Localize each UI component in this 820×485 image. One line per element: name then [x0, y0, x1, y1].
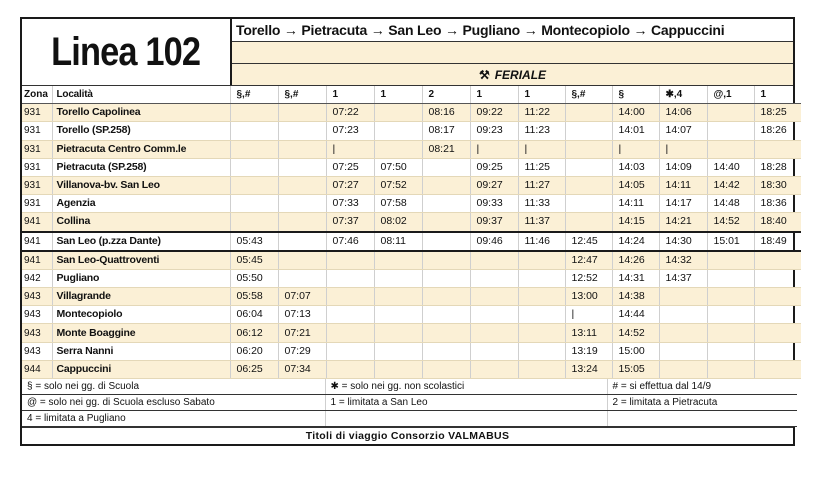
- time-cell: 14:38: [612, 288, 659, 306]
- stop-name: Villanova-bv. San Leo: [52, 176, 230, 194]
- table-row: [22, 324, 801, 342]
- time-cell: 07:37: [326, 213, 374, 232]
- time-cell: [374, 360, 422, 378]
- time-cell: 06:20: [230, 342, 278, 360]
- run-header: 1: [470, 86, 518, 104]
- zona-cell: 931: [22, 122, 52, 140]
- time-cell: 09:23: [470, 122, 518, 140]
- time-cell: [278, 176, 326, 194]
- time-cell: 14:00: [612, 104, 659, 122]
- time-cell: 07:46: [326, 232, 374, 251]
- time-cell: 18:25: [754, 104, 801, 122]
- zona-cell: 943: [22, 306, 52, 324]
- time-cell: 11:46: [518, 232, 565, 251]
- time-cell: 13:11: [565, 324, 612, 342]
- time-cell: 11:27: [518, 176, 565, 194]
- time-cell: 09:46: [470, 232, 518, 251]
- stop-name: Villagrande: [52, 288, 230, 306]
- time-cell: [470, 269, 518, 287]
- time-cell: [754, 269, 801, 287]
- time-cell: [518, 288, 565, 306]
- stop-name: Collina: [52, 213, 230, 232]
- time-cell: [565, 176, 612, 194]
- time-cell: [707, 360, 754, 378]
- legend-note: 4 = limitata a Pugliano: [22, 411, 325, 427]
- run-header: §,#: [565, 86, 612, 104]
- legend-note: § = solo nei gg. di Scuola: [22, 379, 325, 395]
- time-cell: [754, 251, 801, 270]
- line-title: Linea 102: [51, 29, 201, 74]
- time-cell: 18:40: [754, 213, 801, 232]
- time-cell: |: [565, 306, 612, 324]
- time-cell: [707, 342, 754, 360]
- time-cell: 18:30: [754, 176, 801, 194]
- time-cell: 12:45: [565, 232, 612, 251]
- time-cell: [754, 324, 801, 342]
- time-cell: |: [518, 140, 565, 158]
- time-cell: [326, 306, 374, 324]
- time-cell: [374, 306, 422, 324]
- time-cell: 15:01: [707, 232, 754, 251]
- time-cell: |: [659, 140, 707, 158]
- time-cell: [518, 342, 565, 360]
- time-cell: [754, 140, 801, 158]
- time-cell: 06:04: [230, 306, 278, 324]
- legend-note: 2 = limitata a Pietracuta: [607, 395, 797, 411]
- time-cell: [707, 140, 754, 158]
- time-cell: 14:37: [659, 269, 707, 287]
- time-cell: [518, 360, 565, 378]
- time-cell: [278, 195, 326, 213]
- run-header: 1: [754, 86, 801, 104]
- service-label: FERIALE: [494, 67, 547, 82]
- time-cell: [470, 324, 518, 342]
- time-cell: [278, 122, 326, 140]
- time-cell: 18:36: [754, 195, 801, 213]
- time-cell: 14:52: [612, 324, 659, 342]
- time-cell: [374, 269, 422, 287]
- time-cell: 07:29: [278, 342, 326, 360]
- run-header: 1: [518, 86, 565, 104]
- title-box: [22, 19, 232, 85]
- time-cell: [707, 104, 754, 122]
- table-row: [22, 140, 801, 158]
- time-cell: [278, 140, 326, 158]
- time-cell: [422, 195, 470, 213]
- legend-note: 1 = limitata a San Leo: [325, 395, 607, 411]
- service-type: [232, 64, 793, 85]
- time-cell: [659, 324, 707, 342]
- time-cell: [374, 122, 422, 140]
- legend-note: @ = solo nei gg. di Scuola escluso Sabato: [22, 395, 325, 411]
- time-cell: 18:28: [754, 158, 801, 176]
- time-cell: 14:21: [659, 213, 707, 232]
- table-row: [22, 288, 801, 306]
- time-cell: [707, 122, 754, 140]
- zona-cell: 931: [22, 158, 52, 176]
- run-header: 1: [374, 86, 422, 104]
- stop-name: Torello (SP.258): [52, 122, 230, 140]
- time-cell: 14:24: [612, 232, 659, 251]
- time-cell: 14:15: [612, 213, 659, 232]
- time-cell: [754, 360, 801, 378]
- time-cell: [754, 342, 801, 360]
- time-cell: [754, 306, 801, 324]
- stop-name: Pugliano: [52, 269, 230, 287]
- time-cell: [326, 324, 374, 342]
- ticket-footer: Titoli di viaggio Consorzio VALMABUS: [22, 427, 793, 444]
- time-cell: 06:25: [230, 360, 278, 378]
- time-cell: [470, 306, 518, 324]
- time-cell: [374, 324, 422, 342]
- table-row: [22, 213, 801, 232]
- time-cell: |: [326, 140, 374, 158]
- time-cell: 14:07: [659, 122, 707, 140]
- legend-note: ✱ = solo nei gg. non scolastici: [325, 379, 607, 395]
- time-cell: [278, 269, 326, 287]
- stop-name: Pietracuta (SP.258): [52, 158, 230, 176]
- time-cell: 11:25: [518, 158, 565, 176]
- time-cell: [422, 232, 470, 251]
- time-cell: 14:44: [612, 306, 659, 324]
- time-cell: 07:33: [326, 195, 374, 213]
- stop-name: Agenzia: [52, 195, 230, 213]
- time-cell: [278, 213, 326, 232]
- time-cell: 14:26: [612, 251, 659, 270]
- time-cell: 14:42: [707, 176, 754, 194]
- time-cell: [374, 140, 422, 158]
- time-cell: [278, 232, 326, 251]
- time-cell: [470, 288, 518, 306]
- time-cell: 09:25: [470, 158, 518, 176]
- time-cell: 07:21: [278, 324, 326, 342]
- run-header: @,1: [707, 86, 754, 104]
- time-cell: [326, 251, 374, 270]
- table-row: [22, 176, 801, 194]
- time-cell: 05:43: [230, 232, 278, 251]
- time-cell: 14:11: [659, 176, 707, 194]
- time-cell: 14:32: [659, 251, 707, 270]
- time-cell: [374, 104, 422, 122]
- time-cell: [422, 342, 470, 360]
- zona-cell: 931: [22, 195, 52, 213]
- table-row: [22, 122, 801, 140]
- run-header: 1: [326, 86, 374, 104]
- legend-row: [22, 395, 797, 411]
- time-cell: [422, 288, 470, 306]
- time-cell: [565, 195, 612, 213]
- legend-note: [325, 411, 607, 427]
- time-cell: [754, 288, 801, 306]
- legend-row: [22, 411, 797, 427]
- time-cell: [659, 360, 707, 378]
- time-cell: 14:01: [612, 122, 659, 140]
- time-cell: 14:30: [659, 232, 707, 251]
- time-cell: 15:00: [612, 342, 659, 360]
- zona-cell: 931: [22, 140, 52, 158]
- legend-note: # = si effettua dal 14/9: [607, 379, 797, 395]
- time-cell: 06:12: [230, 324, 278, 342]
- time-cell: [518, 269, 565, 287]
- time-cell: 14:48: [707, 195, 754, 213]
- stop-name: Cappuccini: [52, 360, 230, 378]
- time-cell: [422, 158, 470, 176]
- run-header: §,#: [278, 86, 326, 104]
- time-cell: [374, 342, 422, 360]
- time-cell: 14:05: [612, 176, 659, 194]
- stop-name: Serra Nanni: [52, 342, 230, 360]
- zona-cell: 941: [22, 232, 52, 251]
- time-cell: 09:27: [470, 176, 518, 194]
- time-cell: [326, 269, 374, 287]
- zona-cell: 943: [22, 324, 52, 342]
- header-row: [22, 86, 801, 104]
- time-cell: [374, 251, 422, 270]
- zona-cell: 943: [22, 288, 52, 306]
- table-row: [22, 251, 801, 270]
- table-row: [22, 104, 801, 122]
- legend-notes: [22, 379, 797, 427]
- time-cell: 08:17: [422, 122, 470, 140]
- time-cell: [470, 251, 518, 270]
- time-cell: [470, 360, 518, 378]
- header-right: [232, 19, 793, 85]
- table-row: [22, 306, 801, 324]
- time-cell: 13:19: [565, 342, 612, 360]
- time-cell: 14:09: [659, 158, 707, 176]
- time-cell: [659, 306, 707, 324]
- time-cell: 14:40: [707, 158, 754, 176]
- time-cell: 11:37: [518, 213, 565, 232]
- time-cell: 08:21: [422, 140, 470, 158]
- table-row: [22, 360, 801, 378]
- table-row: [22, 232, 801, 251]
- time-cell: 07:27: [326, 176, 374, 194]
- time-cell: [422, 324, 470, 342]
- time-cell: [707, 269, 754, 287]
- stop-name: Monte Boaggine: [52, 324, 230, 342]
- stop-name: San Leo (p.zza Dante): [52, 232, 230, 251]
- time-cell: |: [612, 140, 659, 158]
- time-cell: 13:00: [565, 288, 612, 306]
- time-cell: 07:52: [374, 176, 422, 194]
- time-cell: 12:52: [565, 269, 612, 287]
- time-cell: 05:50: [230, 269, 278, 287]
- table-row: [22, 158, 801, 176]
- time-cell: 09:37: [470, 213, 518, 232]
- time-cell: [470, 342, 518, 360]
- time-cell: [565, 140, 612, 158]
- time-cell: 07:13: [278, 306, 326, 324]
- time-cell: 08:16: [422, 104, 470, 122]
- time-cell: 14:52: [707, 213, 754, 232]
- time-cell: 07:22: [326, 104, 374, 122]
- time-cell: 12:47: [565, 251, 612, 270]
- time-cell: [326, 360, 374, 378]
- time-cell: |: [470, 140, 518, 158]
- time-cell: [422, 306, 470, 324]
- table-row: [22, 342, 801, 360]
- time-cell: [422, 360, 470, 378]
- time-cell: [230, 213, 278, 232]
- time-cell: 18:26: [754, 122, 801, 140]
- legend-note: [607, 411, 797, 427]
- time-cell: 07:58: [374, 195, 422, 213]
- time-cell: 14:03: [612, 158, 659, 176]
- localita-header: Località: [52, 86, 230, 104]
- time-cell: 07:50: [374, 158, 422, 176]
- time-cell: 08:02: [374, 213, 422, 232]
- table-row: [22, 195, 801, 213]
- tools-icon: ⚒: [478, 67, 490, 82]
- zona-cell: 941: [22, 251, 52, 270]
- time-cell: 14:11: [612, 195, 659, 213]
- time-cell: [707, 288, 754, 306]
- time-cell: 14:31: [612, 269, 659, 287]
- zona-cell: 942: [22, 269, 52, 287]
- time-cell: 09:33: [470, 195, 518, 213]
- time-cell: [707, 306, 754, 324]
- time-cell: [518, 306, 565, 324]
- time-cell: 14:17: [659, 195, 707, 213]
- time-cell: [230, 195, 278, 213]
- time-cell: 09:22: [470, 104, 518, 122]
- time-cell: 07:25: [326, 158, 374, 176]
- stop-name: Pietracuta Centro Comm.le: [52, 140, 230, 158]
- timetable-header: [22, 19, 793, 86]
- time-cell: [707, 251, 754, 270]
- timetable-sheet: [20, 17, 795, 446]
- run-header: 2: [422, 86, 470, 104]
- time-cell: 07:23: [326, 122, 374, 140]
- time-cell: [326, 288, 374, 306]
- header-band: [232, 42, 793, 64]
- time-cell: [326, 342, 374, 360]
- legend-row: [22, 379, 797, 395]
- time-cell: 11:33: [518, 195, 565, 213]
- stop-name: Montecopiolo: [52, 306, 230, 324]
- time-cell: [422, 213, 470, 232]
- time-cell: [518, 251, 565, 270]
- zona-header: Zona: [22, 86, 52, 104]
- zona-cell: 931: [22, 176, 52, 194]
- time-cell: [659, 288, 707, 306]
- zona-cell: 944: [22, 360, 52, 378]
- time-cell: [707, 324, 754, 342]
- run-header: ✱,4: [659, 86, 707, 104]
- time-cell: [230, 122, 278, 140]
- time-cell: [422, 269, 470, 287]
- time-cell: 14:06: [659, 104, 707, 122]
- time-cell: 08:11: [374, 232, 422, 251]
- time-cell: [278, 251, 326, 270]
- time-cell: [278, 104, 326, 122]
- time-cell: 18:49: [754, 232, 801, 251]
- time-cell: 11:23: [518, 122, 565, 140]
- time-cell: [230, 158, 278, 176]
- zona-cell: 943: [22, 342, 52, 360]
- time-cell: [659, 342, 707, 360]
- time-cell: [565, 213, 612, 232]
- time-cell: 13:24: [565, 360, 612, 378]
- stop-name: San Leo-Quattroventi: [52, 251, 230, 270]
- time-cell: 05:45: [230, 251, 278, 270]
- time-cell: [230, 104, 278, 122]
- time-cell: [565, 104, 612, 122]
- time-cell: 07:07: [278, 288, 326, 306]
- time-cell: [422, 251, 470, 270]
- run-header: §: [612, 86, 659, 104]
- time-cell: [422, 176, 470, 194]
- time-cell: [374, 288, 422, 306]
- time-cell: [278, 158, 326, 176]
- zona-cell: 941: [22, 213, 52, 232]
- time-cell: [565, 122, 612, 140]
- time-cell: 05:58: [230, 288, 278, 306]
- time-cell: 15:05: [612, 360, 659, 378]
- timetable-grid: [22, 86, 801, 379]
- time-cell: 11:22: [518, 104, 565, 122]
- time-cell: [518, 324, 565, 342]
- time-cell: [230, 140, 278, 158]
- run-header: §,#: [230, 86, 278, 104]
- zona-cell: 931: [22, 104, 52, 122]
- route-description: Torello → Pietracuta → San Leo → Pugliano → Montecopiolo → Cappuccini: [232, 19, 793, 42]
- stop-name: Torello Capolinea: [52, 104, 230, 122]
- time-cell: [230, 176, 278, 194]
- table-row: [22, 269, 801, 287]
- time-cell: 07:34: [278, 360, 326, 378]
- time-cell: [565, 158, 612, 176]
